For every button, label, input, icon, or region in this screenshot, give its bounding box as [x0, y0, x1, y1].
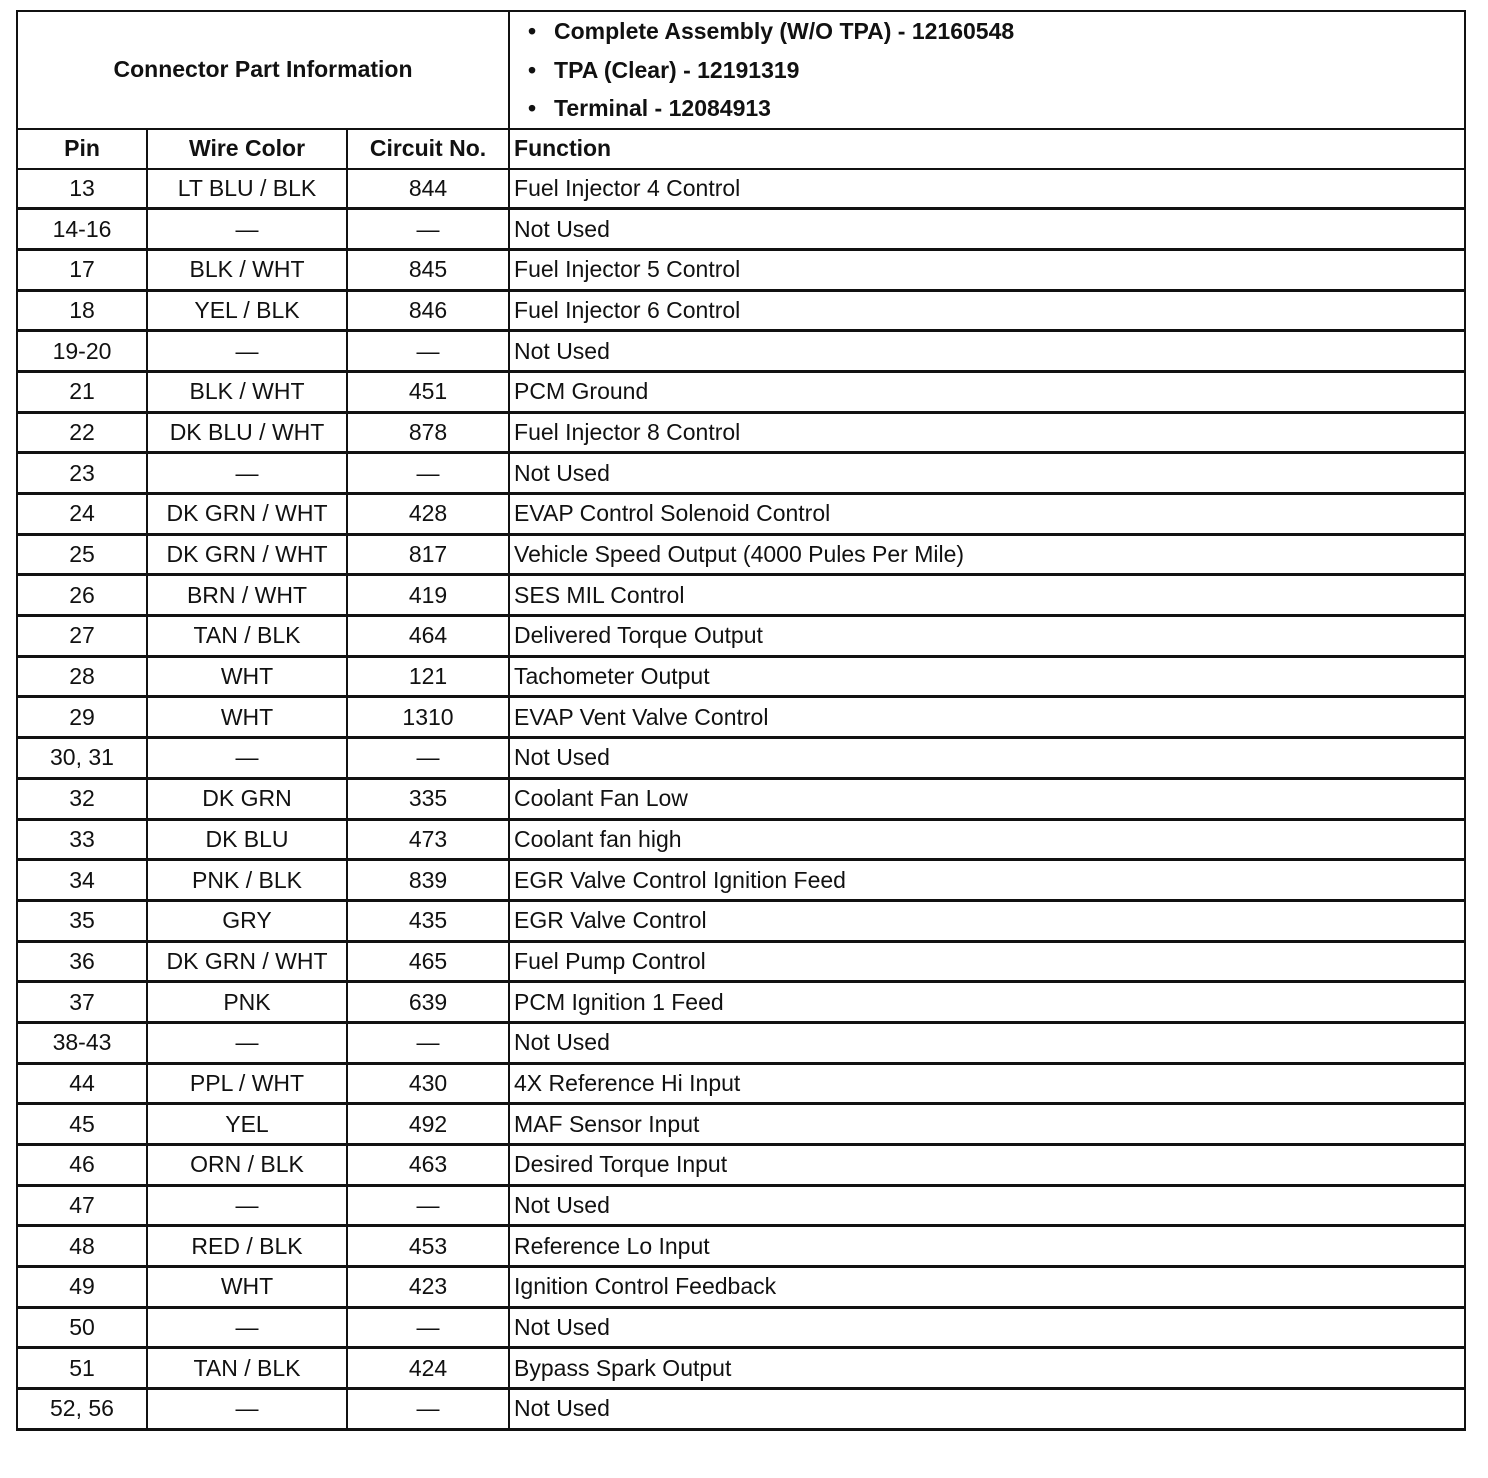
pin-cell: 47: [17, 1185, 147, 1226]
table-row: [17, 778, 1465, 819]
table-row: [17, 1267, 1465, 1308]
pin-cell: 50: [17, 1307, 147, 1348]
table-row: [17, 331, 1465, 372]
connector-part-info-row: [17, 11, 1465, 129]
table-row: [17, 412, 1465, 453]
function-cell: Desired Torque Input: [509, 1145, 1465, 1186]
wire-color-cell: DK GRN / WHT: [147, 494, 347, 535]
wire-color-cell: GRY: [147, 900, 347, 941]
circuit-cell: 465: [347, 941, 509, 982]
function-cell: SES MIL Control: [509, 575, 1465, 616]
connector-part-info-title: Connector Part Information: [17, 11, 509, 129]
pin-cell: 29: [17, 697, 147, 738]
table-row: [17, 941, 1465, 982]
circuit-cell: 435: [347, 900, 509, 941]
function-cell: Not Used: [509, 1022, 1465, 1063]
table-row: [17, 1185, 1465, 1226]
table-row: [17, 575, 1465, 616]
circuit-cell: 453: [347, 1226, 509, 1267]
wire-color-cell: YEL / BLK: [147, 290, 347, 331]
circuit-cell: 845: [347, 249, 509, 290]
column-header-pin: Pin: [17, 129, 147, 169]
pin-cell: 32: [17, 778, 147, 819]
circuit-cell: 846: [347, 290, 509, 331]
circuit-cell: 121: [347, 656, 509, 697]
wire-color-cell: DK BLU: [147, 819, 347, 860]
column-header-wire-color: Wire Color: [147, 129, 347, 169]
circuit-cell: 839: [347, 860, 509, 901]
table-row: [17, 1389, 1465, 1430]
circuit-cell: —: [347, 453, 509, 494]
pin-cell: 34: [17, 860, 147, 901]
pin-cell: 25: [17, 534, 147, 575]
function-cell: 4X Reference Hi Input: [509, 1063, 1465, 1104]
circuit-cell: 335: [347, 778, 509, 819]
pin-cell: 27: [17, 616, 147, 657]
wire-color-cell: LT BLU / BLK: [147, 169, 347, 209]
pin-cell: 24: [17, 494, 147, 535]
wire-color-cell: WHT: [147, 697, 347, 738]
table-row: [17, 656, 1465, 697]
wire-color-cell: DK BLU / WHT: [147, 412, 347, 453]
pin-cell: 38-43: [17, 1022, 147, 1063]
pin-cell: 52, 56: [17, 1389, 147, 1430]
function-cell: Delivered Torque Output: [509, 616, 1465, 657]
table-row: [17, 209, 1465, 250]
circuit-cell: —: [347, 1389, 509, 1430]
function-cell: Fuel Injector 5 Control: [509, 249, 1465, 290]
function-cell: Vehicle Speed Output (4000 Pules Per Mile): [509, 534, 1465, 575]
wire-color-cell: PPL / WHT: [147, 1063, 347, 1104]
table-row: [17, 453, 1465, 494]
table-row: [17, 1348, 1465, 1389]
table-row: [17, 860, 1465, 901]
wire-color-cell: BLK / WHT: [147, 249, 347, 290]
pin-cell: 37: [17, 982, 147, 1023]
circuit-cell: —: [347, 738, 509, 779]
table-row: [17, 494, 1465, 535]
table-row: [17, 697, 1465, 738]
pin-cell: 21: [17, 371, 147, 412]
table-row: [17, 1022, 1465, 1063]
table-row: [17, 616, 1465, 657]
table-row: [17, 1104, 1465, 1145]
function-cell: Ignition Control Feedback: [509, 1267, 1465, 1308]
wire-color-cell: —: [147, 1389, 347, 1430]
function-cell: Coolant Fan Low: [509, 778, 1465, 819]
circuit-cell: 492: [347, 1104, 509, 1145]
wire-color-cell: WHT: [147, 656, 347, 697]
function-cell: Fuel Injector 6 Control: [509, 290, 1465, 331]
circuit-cell: —: [347, 331, 509, 372]
pin-cell: 18: [17, 290, 147, 331]
function-cell: EGR Valve Control Ignition Feed: [509, 860, 1465, 901]
circuit-cell: 817: [347, 534, 509, 575]
pin-cell: 44: [17, 1063, 147, 1104]
function-cell: Tachometer Output: [509, 656, 1465, 697]
wire-color-cell: —: [147, 1307, 347, 1348]
circuit-cell: 451: [347, 371, 509, 412]
part-item: • Complete Assembly (W/O TPA) - 12160548: [554, 12, 1460, 51]
function-cell: Not Used: [509, 453, 1465, 494]
circuit-cell: 424: [347, 1348, 509, 1389]
circuit-cell: 423: [347, 1267, 509, 1308]
circuit-cell: 464: [347, 616, 509, 657]
table-row: [17, 1063, 1465, 1104]
circuit-cell: 463: [347, 1145, 509, 1186]
function-cell: PCM Ignition 1 Feed: [509, 982, 1465, 1023]
function-cell: PCM Ground: [509, 371, 1465, 412]
pin-cell: 49: [17, 1267, 147, 1308]
wire-color-cell: —: [147, 738, 347, 779]
function-cell: EVAP Control Solenoid Control: [509, 494, 1465, 535]
circuit-cell: 639: [347, 982, 509, 1023]
table-row: [17, 1145, 1465, 1186]
wire-color-cell: ORN / BLK: [147, 1145, 347, 1186]
pin-cell: 35: [17, 900, 147, 941]
table-row: [17, 169, 1465, 209]
pin-cell: 23: [17, 453, 147, 494]
function-cell: Fuel Injector 4 Control: [509, 169, 1465, 209]
wire-color-cell: —: [147, 453, 347, 494]
connector-part-list-cell: [509, 11, 1465, 129]
function-cell: Not Used: [509, 1307, 1465, 1348]
pin-cell: 48: [17, 1226, 147, 1267]
circuit-cell: —: [347, 1307, 509, 1348]
function-cell: MAF Sensor Input: [509, 1104, 1465, 1145]
wire-color-cell: DK GRN: [147, 778, 347, 819]
function-cell: Reference Lo Input: [509, 1226, 1465, 1267]
circuit-cell: —: [347, 1022, 509, 1063]
pin-cell: 28: [17, 656, 147, 697]
function-cell: EVAP Vent Valve Control: [509, 697, 1465, 738]
pin-cell: 30, 31: [17, 738, 147, 779]
function-cell: Not Used: [509, 738, 1465, 779]
circuit-cell: 428: [347, 494, 509, 535]
circuit-cell: 430: [347, 1063, 509, 1104]
wire-color-cell: DK GRN / WHT: [147, 941, 347, 982]
wire-color-cell: TAN / BLK: [147, 616, 347, 657]
wire-color-cell: —: [147, 209, 347, 250]
table-row: [17, 900, 1465, 941]
function-cell: EGR Valve Control: [509, 900, 1465, 941]
wire-color-cell: —: [147, 1022, 347, 1063]
function-cell: Not Used: [509, 331, 1465, 372]
table-row: [17, 982, 1465, 1023]
column-header-circuit: Circuit No.: [347, 129, 509, 169]
table-row: [17, 290, 1465, 331]
circuit-cell: —: [347, 209, 509, 250]
column-header-function: Function: [509, 129, 1465, 169]
wire-color-cell: PNK / BLK: [147, 860, 347, 901]
function-cell: Not Used: [509, 209, 1465, 250]
pin-cell: 14-16: [17, 209, 147, 250]
part-item: • TPA (Clear) - 12191319: [554, 51, 1460, 90]
circuit-cell: 473: [347, 819, 509, 860]
table-row: [17, 738, 1465, 779]
wire-color-cell: RED / BLK: [147, 1226, 347, 1267]
connector-pinout-table: [16, 10, 1466, 1431]
pin-cell: 33: [17, 819, 147, 860]
function-cell: Bypass Spark Output: [509, 1348, 1465, 1389]
function-cell: Coolant fan high: [509, 819, 1465, 860]
pin-cell: 26: [17, 575, 147, 616]
function-cell: Not Used: [509, 1185, 1465, 1226]
connector-table-wrapper: [16, 10, 1464, 1431]
part-item: • Terminal - 12084913: [554, 89, 1460, 128]
function-cell: Fuel Injector 8 Control: [509, 412, 1465, 453]
wire-color-cell: BLK / WHT: [147, 371, 347, 412]
wire-color-cell: DK GRN / WHT: [147, 534, 347, 575]
table-row: [17, 1226, 1465, 1267]
pin-cell: 46: [17, 1145, 147, 1186]
table-row: [17, 534, 1465, 575]
pin-cell: 51: [17, 1348, 147, 1389]
circuit-cell: 878: [347, 412, 509, 453]
table-row: [17, 819, 1465, 860]
wire-color-cell: PNK: [147, 982, 347, 1023]
pin-cell: 13: [17, 169, 147, 209]
circuit-cell: 1310: [347, 697, 509, 738]
wire-color-cell: WHT: [147, 1267, 347, 1308]
circuit-cell: 844: [347, 169, 509, 209]
pin-cell: 22: [17, 412, 147, 453]
table-row: [17, 1307, 1465, 1348]
circuit-cell: —: [347, 1185, 509, 1226]
pin-cell: 36: [17, 941, 147, 982]
wire-color-cell: —: [147, 331, 347, 372]
wire-color-cell: —: [147, 1185, 347, 1226]
wire-color-cell: YEL: [147, 1104, 347, 1145]
connector-part-list: [514, 12, 1460, 128]
wire-color-cell: TAN / BLK: [147, 1348, 347, 1389]
pin-cell: 45: [17, 1104, 147, 1145]
table-row: [17, 371, 1465, 412]
pin-cell: 19-20: [17, 331, 147, 372]
wire-color-cell: BRN / WHT: [147, 575, 347, 616]
pin-cell: 17: [17, 249, 147, 290]
column-header-row: [17, 129, 1465, 169]
circuit-cell: 419: [347, 575, 509, 616]
function-cell: Fuel Pump Control: [509, 941, 1465, 982]
pinout-rows: [17, 169, 1465, 1430]
function-cell: Not Used: [509, 1389, 1465, 1430]
table-row: [17, 249, 1465, 290]
